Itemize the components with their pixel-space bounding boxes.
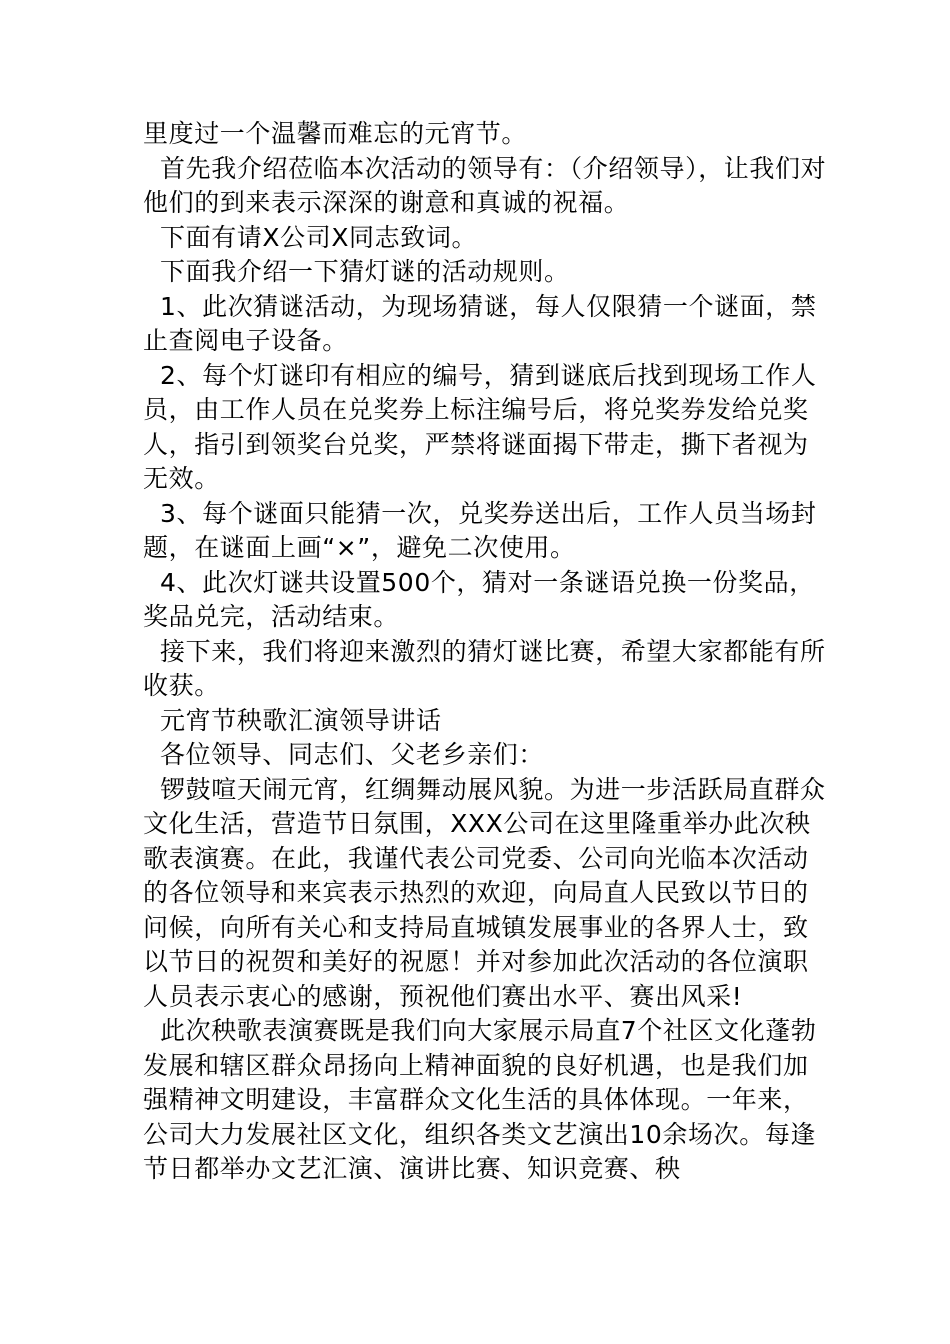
paragraph-rule-1: 1、此次猜谜活动，为现场猜谜，每人仅限猜一个谜面，禁止查阅电子设备。	[143, 291, 817, 355]
paragraph-invite-speech: 下面有请X公司X同志致词。	[160, 222, 478, 252]
paragraph-salutation: 各位领导、同志们、父老乡亲们：	[160, 740, 545, 769]
paragraph-next-contest: 接下来，我们将迎来激烈的猜灯谜比赛，希望大家都能有所收获。	[143, 636, 826, 700]
paragraph-rule-2: 2、每个灯谜印有相应的编号，猜到谜底后找到现场工作人员，由工作人员在兑奖券上标注编号后，将兑奖券发给兑奖人，指引到领奖台兑奖，严禁将谜面揭下带走，撕下者视为无效。	[143, 360, 817, 493]
paragraph-significance: 此次秧歌表演赛既是我们向大家展示局直7个社区文化蓬勃发展和辖区群众昂扬向上精神面貌的良好机遇，也是我们加强精神文明建设，丰富群众文化生活的具体体现。一年来，公司大力发展社区文化，组织各类文艺演出10余场次。每逢节日都举办文艺汇演、演讲比赛、知识竞赛、秧	[143, 1016, 817, 1183]
paragraph-continuation: 里度过一个温馨而难忘的元宵节。	[143, 119, 528, 148]
document-body	[143, 117, 828, 1187]
paragraph-welcome: 锣鼓喧天闹元宵，红绸舞动展风貌。为进一步活跃局直群众文化生活，营造节日氛围，XXX公司在这里隆重举办此次秧歌表演赛。在此，我谨代表公司党委、公司向光临本次活动的各位领导和来宾表示热烈的欢迎，向局直人民致以节日的问候，向所有关心和支持局直城镇发展事业的各界人士，致以节日的祝贺和美好的祝愿！并对参加此次活动的各位演职人员表示衷心的感谢，预祝他们赛出水平、赛出风采!	[143, 774, 826, 1011]
section-heading: 元宵节秧歌汇演领导讲话	[160, 705, 442, 735]
paragraph-rules-intro: 下面我介绍一下猜灯谜的活动规则。	[160, 257, 570, 286]
paragraph-introduce-leaders: 首先我介绍莅临本次活动的领导有：（介绍领导），让我们对他们的到来表示深深的谢意和真诚的祝福。	[143, 153, 827, 217]
paragraph-rule-3: 3、每个谜面只能猜一次，兑奖券送出后，工作人员当场封题，在谜面上画“×”，避免二次使用。	[143, 498, 817, 562]
paragraph-rule-4: 4、此次灯谜共设置500个，猜对一条谜语兑换一份奖品，奖品兑完，活动结束。	[143, 567, 815, 631]
